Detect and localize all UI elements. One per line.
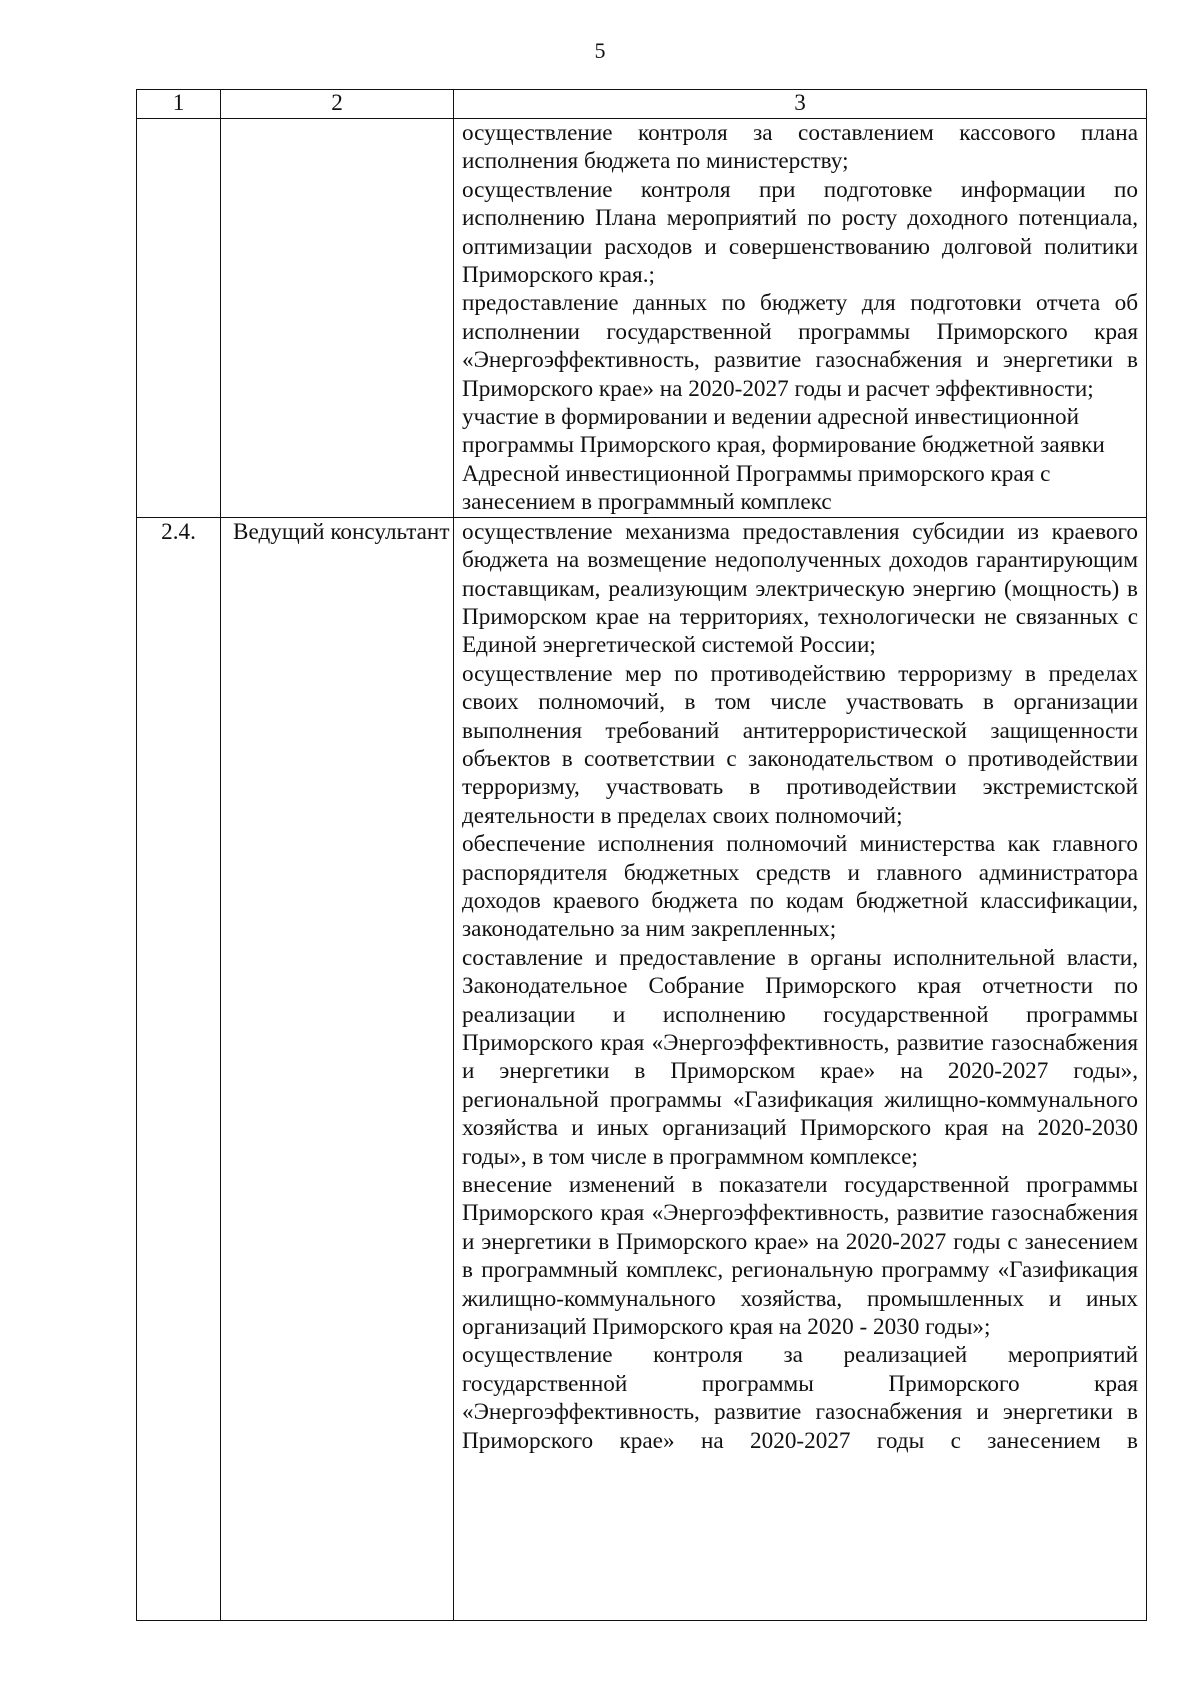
duty-item: обеспечение исполнения полномочий министерства как главного распорядителя бюджетных средств и главного администратора доходов краевого бюджета по кодам бюджетной классификации, законодательно за ним закрепленных; (462, 831, 1138, 943)
duties-cell (454, 517, 1147, 1620)
table-row (137, 517, 1147, 1620)
row-number-cell: 2.4. (137, 517, 221, 1620)
duty-item: осуществление контроля за реализацией мероприятий государственной программы Приморского края «Энергоэффективность, развитие газоснабжения и энергетики в Приморского крае» на 2020-2027 годы с занесением в (462, 1342, 1138, 1454)
column-header-number: 1 (137, 90, 221, 119)
column-header-duties: 3 (454, 90, 1147, 119)
position-cell (221, 119, 454, 518)
duty-item: составление и предоставление в органы исполнительной власти, Законодательное Собрание Приморского края отчетности по реализации и исполнению государственной программы Приморского края «Энергоэффективность, развитие газоснабжения и энергетики в Приморском крае» на 2020-2027 годы», региональной программы «Газификация жилищно-коммунального хозяйства и иных организаций Приморского края на 2020-2030 годы», в том числе в программном комплексе; (462, 944, 1138, 1170)
column-header-position: 2 (221, 90, 454, 119)
duty-item: осуществление механизма предоставления субсидии из краевого бюджета на возмещение недополученных доходов гарантирующим поставщикам, реализующим электрическую энергию (мощность) в Приморском крае на территориях, технологически не связанных с Единой энергетической системой России; (462, 518, 1138, 659)
duty-item: осуществление мер по противодействию терроризму в пределах своих полномочий, в том числе участвовать в организации выполнения требований антитеррористической защищенности объектов в соответствии с законодательством о противодействии терроризму, участвовать в противодействии экстремистской деятельности в пределах своих полномочий; (462, 660, 1138, 829)
table-header-row (137, 90, 1147, 119)
duties-cell (454, 119, 1147, 518)
table-row (137, 119, 1147, 518)
duties-table (136, 89, 1147, 1621)
duty-item: участие в формировании и ведении адресной инвестиционной программы Приморского края, формирование бюджетной заявки Адресной инвестиционной Программы приморского края с занесением в программный комплекс (462, 404, 1105, 516)
duty-item: осуществление контроля при подготовке информации по исполнению Плана мероприятий по росту доходного потенциала, оптимизации расходов и совершенствованию долговой политики Приморского края.; (462, 176, 1138, 289)
row-number-cell (137, 119, 221, 518)
duty-item: осуществление контроля за составлением кассового плана исполнения бюджета по министерству; (462, 120, 1138, 175)
position-cell: Ведущий консультант (221, 517, 454, 1620)
duty-item: предоставление данных по бюджету для подготовки отчета об исполнении государственной программы Приморского края «Энергоэффективность, развитие газоснабжения и энергетики в Приморского крае» на 2020-2027 годы и расчет эффективности; (462, 290, 1138, 402)
duty-item: внесение изменений в показатели государственной программы Приморского края «Энергоэффективность, развитие газоснабжения и энергетики в Приморского крае» на 2020-2027 годы с занесением в программный комплекс, региональную программу «Газификация жилищно-коммунального хозяйства, промышленных и иных организаций Приморского края на 2020 - 2030 годы»; (462, 1172, 1138, 1341)
page-number: 5 (594, 38, 606, 63)
